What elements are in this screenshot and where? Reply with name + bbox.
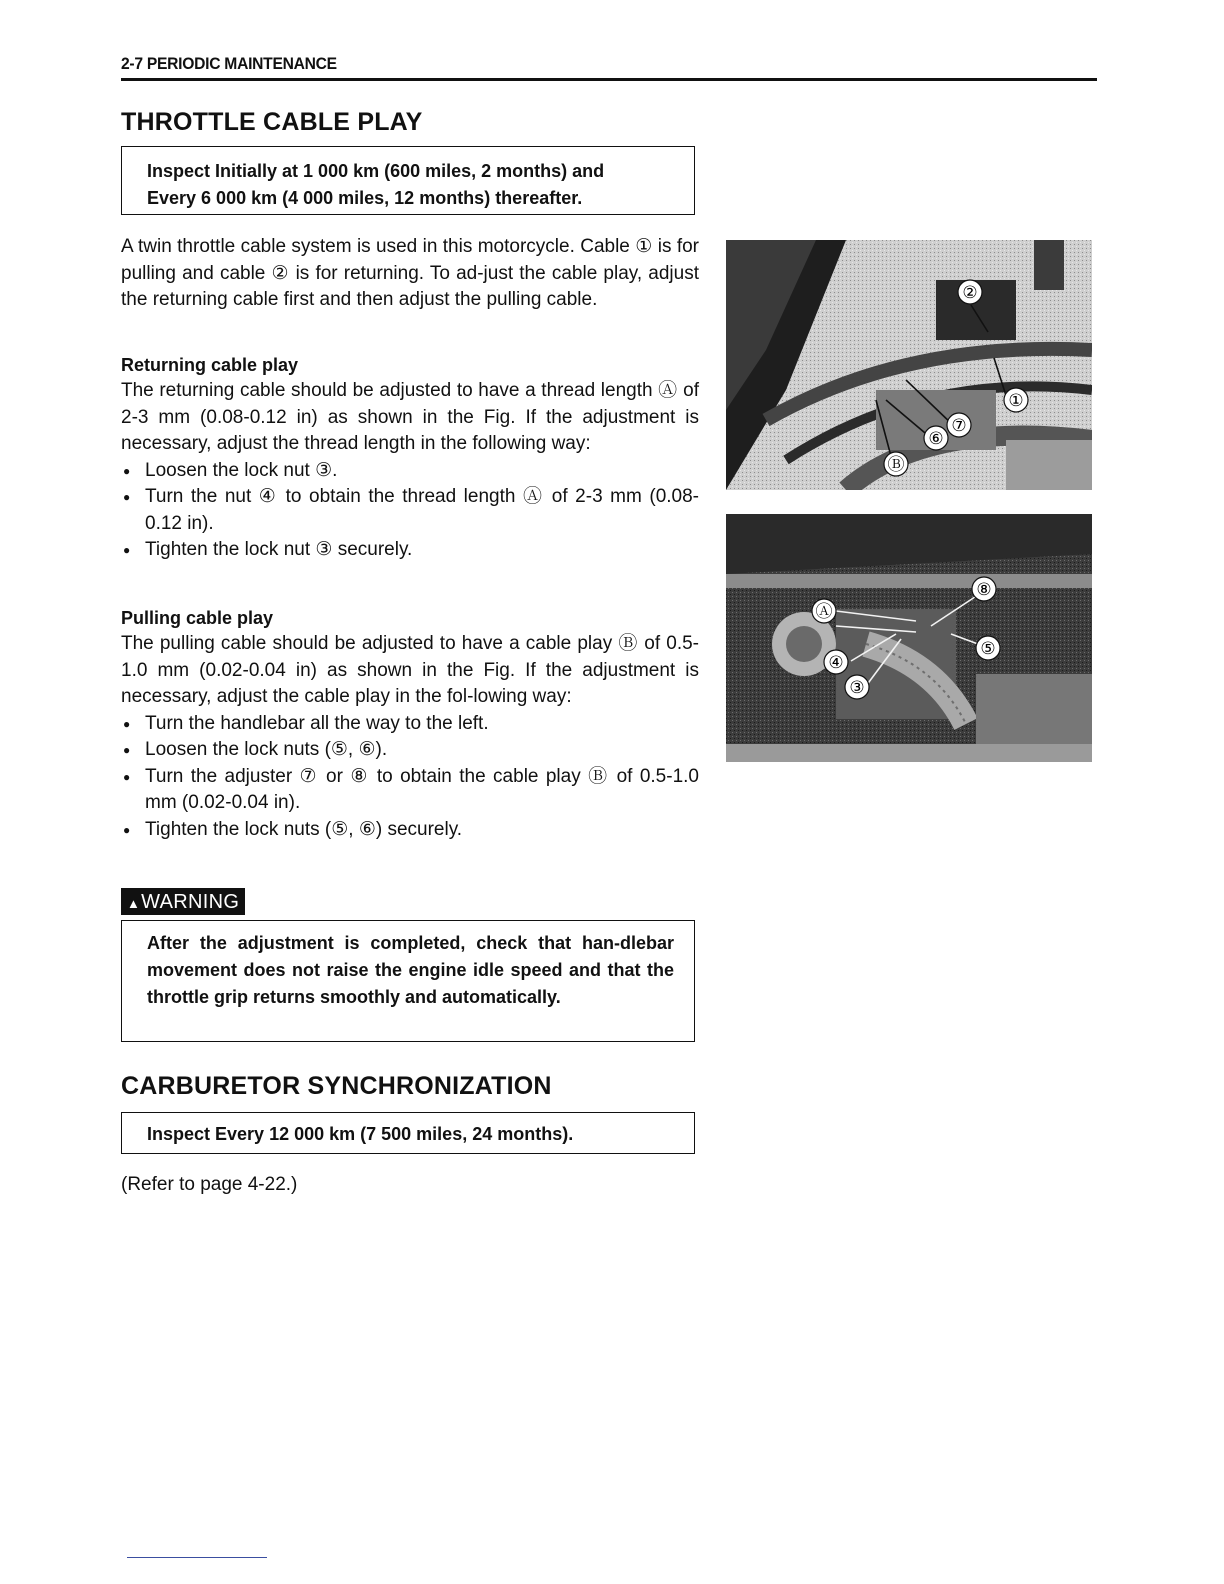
warning-triangle-icon: ▲ (127, 896, 141, 911)
list-item: ● Tighten the lock nut ③ securely. (121, 537, 699, 564)
callout-7: ⑦ (951, 416, 967, 436)
throttle-cable-photo (726, 240, 1092, 490)
returning-steps (121, 458, 699, 564)
pulling-steps (121, 711, 699, 844)
carburetor-cable-photo (726, 514, 1092, 762)
callout-4: ④ (828, 653, 844, 673)
callout-b: Ⓑ (887, 455, 905, 475)
list-item: ● Loosen the lock nut ③. (121, 458, 699, 485)
inspect-line-1: Inspect Initially at 1 000 km (600 miles, 2 months) and (147, 161, 605, 181)
list-item: ● Turn the handlebar all the way to the left. (121, 711, 699, 738)
pulling-heading: Pulling cable play (121, 608, 274, 628)
callout-3: ③ (849, 678, 865, 698)
intro-paragraph: A twin throttle cable system is used in this motorcycle. Cable ① is for pulling and cable ② is for returning. To ad-just the cable play, adjust the returning cable first and then adjust the pulling cable. (121, 236, 699, 310)
section-title-throttle: THROTTLE CABLE PLAY (121, 108, 423, 136)
warning-label: WARNING (141, 891, 240, 913)
returning-heading: Returning cable play (121, 355, 299, 375)
header-text: 2-7 PERIODIC MAINTENANCE (121, 54, 337, 73)
carburetor-inspect-text: Inspect Every 12 000 km (7 500 miles, 24 months). (147, 1124, 574, 1144)
warning-text: After the adjustment is completed, check that han-dlebar movement does not raise the engine idle speed and that the throttle grip returns smoothly and automatically. (147, 933, 674, 1007)
callout-5: ⑤ (980, 639, 996, 659)
inspect-line-2: Every 6 000 km (4 000 miles, 12 months) thereafter. (147, 188, 583, 208)
returning-body: The returning cable should be adjusted to have a thread length Ⓐ of 2-3 mm (0.08-0.12 in) as shown in the Fig. If the adjustment is necessary, adjust the thread length in the following way: (121, 380, 699, 454)
section-title-carburetor: CARBURETOR SYNCHRONIZATION (121, 1072, 552, 1100)
warning-badge (121, 888, 245, 915)
warning-box (121, 920, 695, 1042)
callout-a: Ⓐ (815, 602, 833, 622)
page-header (121, 52, 1097, 81)
carburetor-inspect-box (121, 1112, 695, 1154)
callout-6: ⑥ (928, 429, 944, 449)
list-item: ● Turn the adjuster ⑦ or ⑧ to obtain the cable play Ⓑ of 0.5-1.0 mm (0.02-0.04 in). (121, 764, 699, 817)
list-item: ● Turn the nut ④ to obtain the thread length Ⓐ of 2-3 mm (0.08-0.12 in). (121, 484, 699, 537)
inspect-interval-box (121, 146, 695, 215)
refer-text: (Refer to page 4-22.) (121, 1174, 298, 1195)
callout-8: ⑧ (976, 580, 992, 600)
list-item: ● Tighten the lock nuts (⑤, ⑥) securely. (121, 817, 699, 844)
returning-section (121, 352, 699, 564)
pulling-body: The pulling cable should be adjusted to have a cable play Ⓑ of 0.5-1.0 mm (0.02-0.04 in) as shown in the Fig. If the adjustment is necessary, adjust the cable play in the fol-lowing way: (121, 633, 699, 707)
list-item: ● Loosen the lock nuts (⑤, ⑥). (121, 737, 699, 764)
callout-1: ① (1008, 391, 1024, 411)
callout-2: ② (962, 283, 978, 303)
footer-rule (127, 1557, 267, 1558)
pulling-section (121, 605, 699, 843)
